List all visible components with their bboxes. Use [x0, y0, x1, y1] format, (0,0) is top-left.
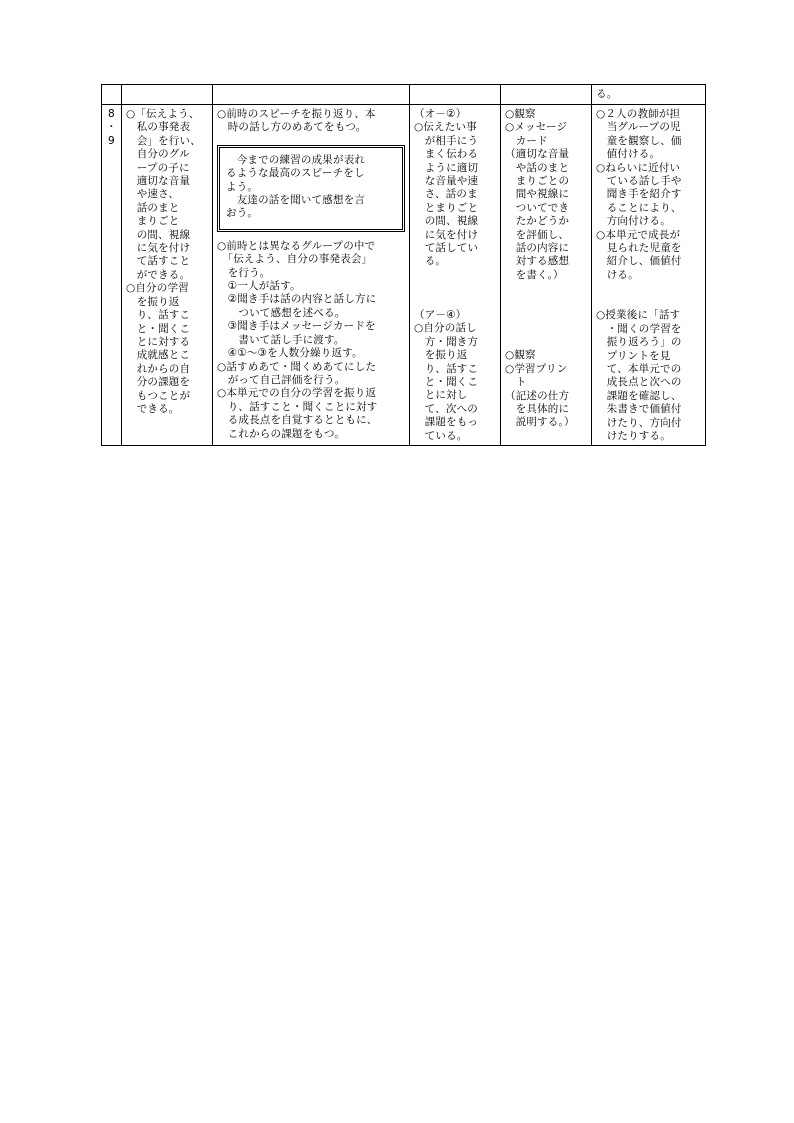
continuation-row: [102, 85, 706, 105]
goals-text: ○「伝えよう、 私の事発表 会」を行い、 自分のグル ープの子に 適切な音量 や速さ、 話のまと まりごと の間、視線 に気を付け て話すこと ができる。 ○自分の学習 を振り返 り、話すこ と・聞くこ とに対する 成就感とこ れからの自 分の課題を もつことが できる。: [126, 108, 201, 415]
criteria-1: （オ－②） ○伝えたい事 が相手にう まく伝わる ように適切 な音量や速 さ、話のま とまりごと の間、視線 に気を付け て話してい る。: [414, 108, 479, 268]
criteria-cell: [410, 105, 501, 446]
support-1: ○２人の教師が担 当グループの児 童を観察し、価 値付ける。 ○ねらいに近付い ている話し手や 聞き手を紹介す ることにより、 方向付ける。 ○本単元で成長が 見られた児童を 紹介し、価値付 ける。: [596, 108, 682, 281]
cont-cell-support: [592, 85, 706, 105]
activity-intro: ○前時のスピーチを振り返り、本 時の話し方のめあてをもつ。: [217, 108, 376, 134]
cont-cell-activity: [213, 85, 410, 105]
hour-number: 8 ・ 9: [106, 108, 117, 147]
continuation-text: る。: [596, 88, 618, 100]
method-cell: [501, 105, 592, 446]
lesson-goal-text: 今までの練習の成果が表れ るような最高のスピーチをし よう。 友達の話を聞いて感想を言 おう。: [226, 153, 366, 220]
support-2: ○授業後に「話す ・聞くの学習を 振り返ろう」の プリントを見 て、本単元での 成長点と次への 課題を確認し、 朱書きで価値付 けたり、方向付 けたりする。: [596, 309, 682, 442]
cont-cell-goals: [122, 85, 213, 105]
criteria-2: （ア－④） ○自分の話し 方・聞き方 を振り返 り、話すこ と・聞くこ とに対し て、次への 課題をもっ ている。: [414, 308, 479, 442]
method-1: ○観察 ○メッセージ カード （適切な音量 や話のまと まりごとの 間や視線に ついてでき たかどうか を評価し、 話の内容に 対する感想 を書く。）: [505, 108, 570, 281]
cont-cell-criteria: [410, 85, 501, 105]
lesson-row-8-9: [102, 105, 706, 446]
lesson-plan-table: [101, 84, 706, 446]
support-cell: [592, 105, 706, 446]
cont-cell-method: [501, 85, 592, 105]
hour-cell: [102, 105, 122, 446]
lesson-goal-box: [217, 145, 405, 232]
activity-steps: ○前時とは異なるグループの中で 「伝えよう、自分の事発表会」 を行う。 ①一人が話す。 ②聞き手は話の内容と話し方に ついて感想を述べる。 ③聞き手はメッセージカードを 書いて話し手に渡す。 ④①～③を人数分繰り返す。 ○話すめあて・聞くめあてにした がって自己評価を行う。 ○本単元での自分の学習を振り返 り、話すこと・聞くことに対す る成長点を自覚するとともに、 これからの課題をもつ。: [217, 239, 378, 440]
method-2: ○観察 ○学習プリン ト （記述の仕方 を具体的に 説明する。）: [505, 349, 575, 429]
activity-cell: [213, 105, 410, 446]
cont-cell-hour: [102, 85, 122, 105]
goals-cell: [122, 105, 213, 446]
